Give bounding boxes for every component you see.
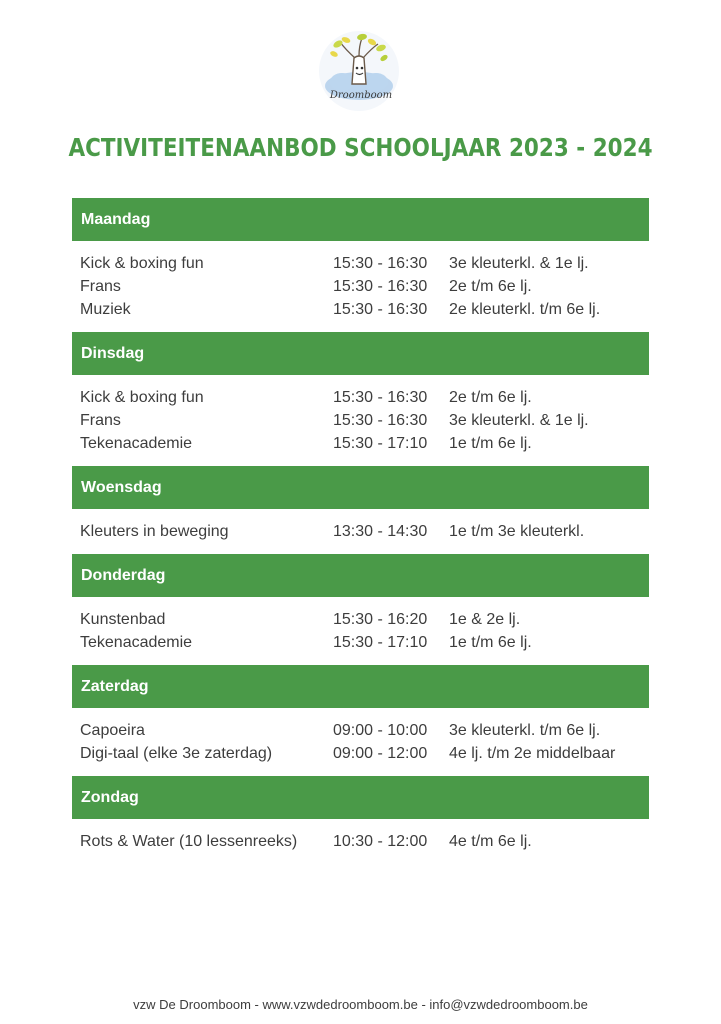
activity-name: Capoeira (80, 722, 145, 739)
activity-group: 4e lj. t/m 2e middelbaar (449, 745, 616, 762)
activity-time: 15:30 - 16:30 (333, 255, 428, 272)
activity-row (72, 608, 649, 631)
activity-name: Muziek (80, 301, 131, 318)
activity-time: 09:00 - 10:00 (333, 722, 428, 739)
activity-row (72, 631, 649, 654)
activity-row (72, 830, 649, 853)
day-header: Zaterdag (72, 665, 649, 708)
activity-row (72, 409, 649, 432)
logo-text: Droomboom (329, 90, 393, 101)
activity-group: 3e kleuterkl. & 1e lj. (449, 412, 589, 429)
activity-name: Kick & boxing fun (80, 255, 204, 272)
activity-row (72, 298, 649, 321)
day-block-maandag (72, 198, 649, 332)
activity-row (72, 719, 649, 742)
day-block-zondag (72, 776, 649, 864)
activity-time: 09:00 - 12:00 (333, 745, 428, 762)
activity-name: Kunstenbad (80, 611, 166, 628)
activity-row (72, 742, 649, 765)
day-activities (72, 597, 649, 665)
activity-group: 4e t/m 6e lj. (449, 833, 532, 850)
activity-row (72, 386, 649, 409)
day-header: Woensdag (72, 466, 649, 509)
day-activities (72, 819, 649, 864)
day-block-donderdag (72, 554, 649, 665)
page-title: ACTIVITEITENAANBOD SCHOOLJAAR 2023 - 2024 (68, 133, 653, 162)
activity-group: 1e t/m 6e lj. (449, 634, 532, 651)
activity-time: 10:30 - 12:00 (333, 833, 428, 850)
day-activities (72, 375, 649, 466)
day-header: Zondag (72, 776, 649, 819)
day-block-zaterdag (72, 665, 649, 776)
activity-name: Frans (80, 278, 121, 295)
activity-row (72, 432, 649, 455)
activity-group: 2e t/m 6e lj. (449, 389, 532, 406)
activity-row (72, 520, 649, 543)
activity-group: 3e kleuterkl. t/m 6e lj. (449, 722, 601, 739)
activity-name: Tekenacademie (80, 435, 193, 452)
day-activities (72, 241, 649, 332)
day-header: Dinsdag (72, 332, 649, 375)
droomboom-logo (316, 28, 402, 114)
activity-time: 15:30 - 16:20 (333, 611, 428, 628)
activity-name: Tekenacademie (80, 634, 193, 651)
day-block-woensdag (72, 466, 649, 554)
activity-time: 15:30 - 16:30 (333, 412, 428, 429)
activity-name: Frans (80, 412, 121, 429)
activity-time: 15:30 - 16:30 (333, 301, 428, 318)
activity-name: Rots & Water (10 lessenreeks) (80, 833, 298, 850)
activity-group: 2e kleuterkl. t/m 6e lj. (449, 301, 601, 318)
activity-time: 15:30 - 17:10 (333, 634, 428, 651)
activity-group: 2e t/m 6e lj. (449, 278, 532, 295)
day-header: Donderdag (72, 554, 649, 597)
activity-name: Kick & boxing fun (80, 389, 204, 406)
activity-time: 15:30 - 17:10 (333, 435, 428, 452)
activity-group: 1e & 2e lj. (449, 611, 521, 628)
activity-schedule (72, 198, 649, 864)
day-activities (72, 509, 649, 554)
day-block-dinsdag (72, 332, 649, 466)
activity-name: Digi-taal (elke 3e zaterdag) (80, 745, 273, 762)
activity-time: 15:30 - 16:30 (333, 278, 428, 295)
day-header: Maandag (72, 198, 649, 241)
activity-group: 3e kleuterkl. & 1e lj. (449, 255, 589, 272)
activity-time: 13:30 - 14:30 (333, 523, 428, 540)
activity-group: 1e t/m 6e lj. (449, 435, 532, 452)
footer-contact: vzw De Droomboom - www.vzwdedroomboom.be - info@vzwdedroomboom.be (133, 997, 588, 1012)
activity-group: 1e t/m 3e kleuterkl. (449, 523, 585, 540)
activity-name: Kleuters in beweging (80, 523, 229, 540)
tree-logo-icon (316, 28, 402, 114)
activity-row (72, 275, 649, 298)
activity-row (72, 252, 649, 275)
activity-time: 15:30 - 16:30 (333, 389, 428, 406)
day-activities (72, 708, 649, 776)
